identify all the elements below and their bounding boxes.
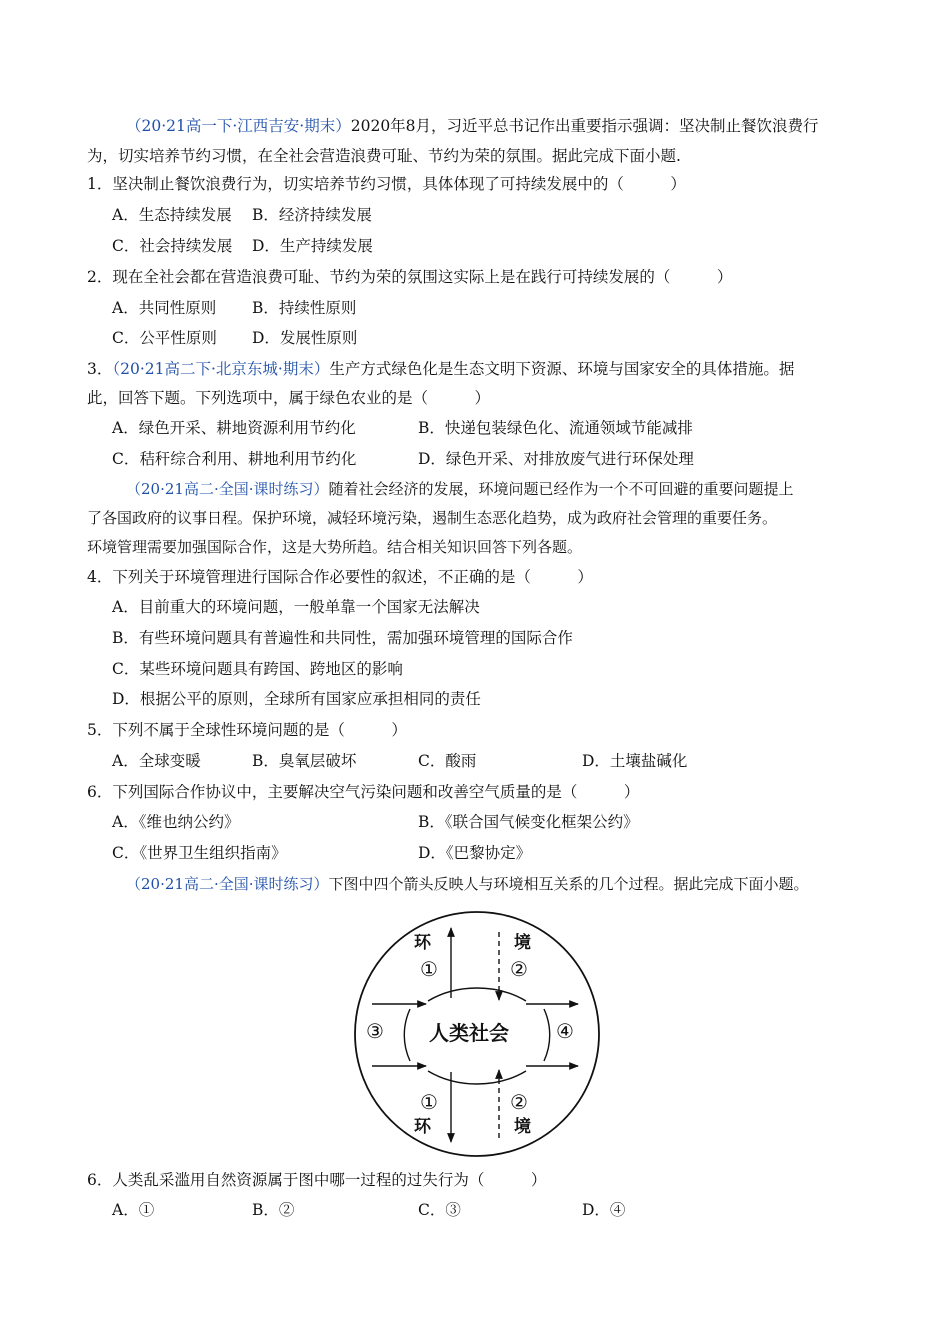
q6b-option-b[interactable]: B．② — [252, 1201, 295, 1219]
q2-option-a[interactable]: A．共同性原则 — [112, 299, 217, 317]
q5-option-a[interactable]: A．全球变暖 — [112, 752, 201, 770]
inner-arc-top — [428, 988, 526, 1001]
inner-arc-bottom — [428, 1071, 526, 1084]
q4-option-b[interactable]: B．有些环境问题具有普遍性和共同性，需加强环境管理的国际合作 — [112, 629, 573, 647]
q3-source: （20·21高二下·北京东城·期末） — [112, 360, 330, 378]
q4-option-a[interactable]: A．目前重大的环境问题，一般单靠一个国家无法解决 — [112, 598, 480, 616]
q5-option-c[interactable]: C．酸雨 — [418, 752, 477, 770]
q3-option-b[interactable]: B．快递包装绿色化、流通领域节能减排 — [418, 419, 693, 437]
q5-option-b[interactable]: B．臭氧层破坏 — [252, 752, 357, 770]
q5-stem: 5．下列不属于全球性环境问题的是（ ） — [87, 721, 407, 739]
q2-option-d[interactable]: D．发展性原则 — [252, 329, 358, 347]
label-n2-bottom: ② — [510, 1090, 528, 1114]
passage2-line2: 了各国政府的议事日程。保护环境，减轻环境污染，遏制生态恶化趋势，成为政府社会管理的重要任务。 — [87, 509, 778, 527]
q1-option-d[interactable]: D．生产持续发展 — [252, 237, 373, 255]
q6a-stem: 6．下列国际合作协议中，主要解决空气污染问题和改善空气质量的是（ ） — [87, 783, 640, 801]
label-n3: ③ — [366, 1019, 384, 1043]
q3-option-d[interactable]: D．绿色开采、对排放废气进行环保处理 — [418, 450, 694, 468]
inner-arc-left — [404, 1009, 410, 1061]
label-center: 人类社会 — [429, 1021, 509, 1045]
q1-option-c[interactable]: C．社会持续发展 — [112, 237, 233, 255]
q2-option-c[interactable]: C．公平性原则 — [112, 329, 217, 347]
q6a-option-a[interactable]: A．《维也纳公约》 — [112, 813, 240, 831]
q1-stem: 1．坚决制止餐饮浪费行为，切实培养节约习惯，具体体现了可持续发展中的（ ） — [87, 175, 686, 193]
q6b-option-d[interactable]: D．④ — [582, 1201, 626, 1219]
q6a-option-c[interactable]: C．《世界卫生组织指南》 — [112, 844, 287, 862]
passage3-line1: （20·21高二·全国·课时练习）下图中四个箭头反映人与环境相互关系的几个过程。据此完成下面小题。 — [126, 875, 809, 893]
label-n1-bottom: ① — [420, 1090, 438, 1114]
q6a-option-b[interactable]: B．《联合国气候变化框架公约》 — [418, 813, 639, 831]
passage1-line2: 为，切实培养节约习惯，在全社会营造浪费可耻、节约为荣的氛围。据此完成下面小题. — [87, 147, 681, 165]
label-n1-top: ① — [420, 957, 438, 981]
q4-stem: 4．下列关于环境管理进行国际合作必要性的叙述，不正确的是（ ） — [87, 568, 593, 586]
q1-option-b[interactable]: B．经济持续发展 — [252, 206, 372, 224]
label-bottom-right: 境 — [514, 1117, 531, 1137]
q2-option-b[interactable]: B．持续性原则 — [252, 299, 357, 317]
q6b-option-a[interactable]: A．① — [112, 1201, 155, 1219]
q4-option-c[interactable]: C．某些环境问题具有跨国、跨地区的影响 — [112, 660, 403, 678]
q3-option-c[interactable]: C．秸秆综合利用、耕地利用节约化 — [112, 450, 357, 468]
label-n4: ④ — [556, 1019, 574, 1043]
passage2-source: （20·21高二·全国·课时练习） — [126, 480, 329, 498]
passage2-line1: （20·21高二·全国·课时练习）随着社会经济的发展，环境问题已经作为一个不可回避的重要问题提上 — [126, 480, 794, 498]
label-n2-top: ② — [510, 957, 528, 981]
passage2-line3: 环境管理需要加强国际合作，这是大势所趋。结合相关知识回答下列各题。 — [87, 538, 583, 556]
label-top-right: 境 — [514, 933, 531, 953]
q4-option-d[interactable]: D．根据公平的原则，全球所有国家应承担相同的责任 — [112, 690, 481, 708]
human-environment-diagram — [350, 910, 604, 1160]
label-top-left: 环 — [414, 933, 431, 953]
passage1-source: （20·21高一下·江西吉安·期末） — [126, 117, 351, 135]
q2-stem: 2．现在全社会都在营造浪费可耻、节约为荣的氛围这实际上是在践行可持续发展的（ ） — [87, 268, 733, 286]
passage3-source: （20·21高二·全国·课时练习） — [126, 875, 329, 893]
q6b-option-c[interactable]: C．③ — [418, 1201, 461, 1219]
label-bottom-left: 环 — [414, 1117, 431, 1137]
q3-option-a[interactable]: A．绿色开采、耕地资源利用节约化 — [112, 419, 356, 437]
inner-arc-right — [544, 1009, 550, 1061]
q6b-stem: 6．人类乱采滥用自然资源属于图中哪一过程的过失行为（ ） — [87, 1171, 547, 1189]
passage1-line1: （20·21高一下·江西吉安·期末）2020年8月，习近平总书记作出重要指示强调：坚决制止餐饮浪费行 — [126, 117, 819, 135]
q3-line1: 3．（20·21高二下·北京东城·期末）生产方式绿色化是生态文明下资源、环境与国家安全的具体措施。据 — [87, 360, 795, 378]
q6a-option-d[interactable]: D．《巴黎协定》 — [418, 844, 532, 862]
q3-line2: 此，回答下题。下列选项中，属于绿色农业的是（ ） — [87, 389, 491, 407]
q1-option-a[interactable]: A．生态持续发展 — [112, 206, 232, 224]
q5-option-d[interactable]: D．土壤盐碱化 — [582, 752, 688, 770]
